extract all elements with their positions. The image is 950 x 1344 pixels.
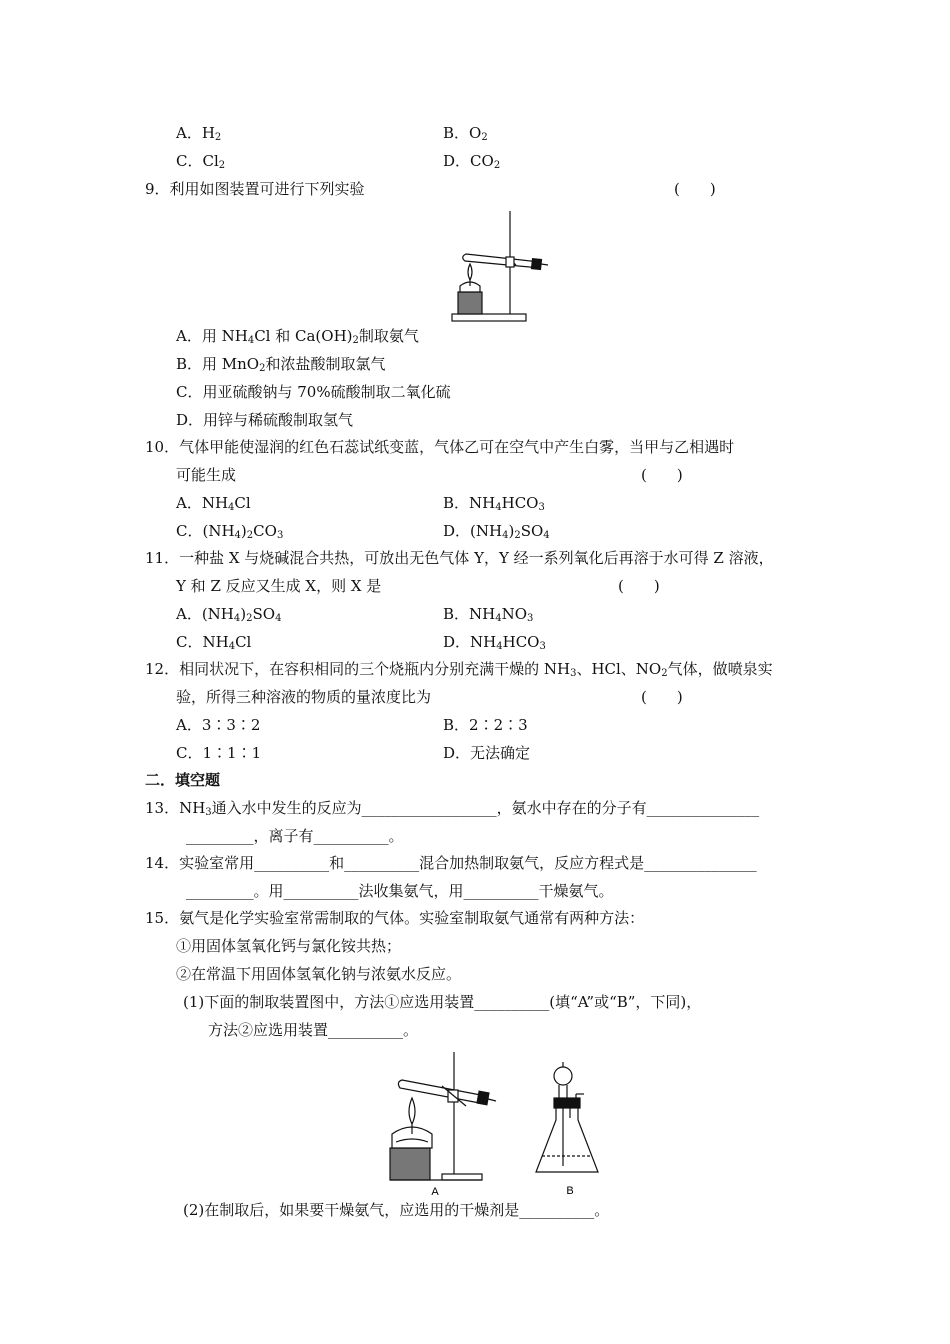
q10-answer-bracket: ( ) <box>641 466 683 484</box>
q10-option-d: D．$(NH_4)_2SO_4$ <box>443 522 550 541</box>
q12-answer-bracket: ( ) <box>641 688 683 706</box>
q12-stem-line1: 12．相同状况下，在容积相同的三个烧瓶内分别充满干燥的 $NH_3$、HCl、$NO_2$气体，做喷泉实 <box>145 660 773 679</box>
q12-stem-line2: 验，所得三种溶液的物质的量浓度比为 <box>176 688 432 706</box>
q8-option-a: A．$H_2$ <box>176 124 222 143</box>
apparatus-b-label: B <box>566 1185 574 1197</box>
q10-option-c: C．$(NH_4)_2CO_3$ <box>176 522 284 541</box>
q11-stem-line2: Y 和 Z 反应又生成 X，则 X 是 <box>176 577 382 595</box>
q8-option-b: B．$O_2$ <box>443 124 488 143</box>
q11-stem-line1: 11．一种盐 X 与烧碱混合共热，可放出无色气体 Y，Y 经一系列氧化后再溶于水可得 Z 溶液， <box>145 549 774 567</box>
q8-option-d: D．$CO_2$ <box>443 152 501 171</box>
q11-option-a: A．$(NH_4)_2SO_4$ <box>176 605 282 624</box>
q15-part2: (2)在制取后，如果要干燥氨气，应选用的干燥剂是__________。 <box>183 1201 610 1219</box>
apparatus-a-label: A <box>431 1186 439 1198</box>
q9-option-b: B．用 MnO$_2$和浓盐酸制取氯气 <box>176 355 386 374</box>
q14-line1: 14．实验室常用__________和__________混合加热制取氨气，反应方程式是_______________ <box>145 854 757 872</box>
q10-option-b: B．$NH_4HCO_3$ <box>443 494 545 513</box>
q10-stem-line2: 可能生成 <box>176 466 237 484</box>
q9-option-d: D．用锌与稀硫酸制取氢气 <box>176 411 354 429</box>
q12-option-d: D．无法确定 <box>443 744 531 762</box>
q15-part1-line2: 方法②应选用装置__________。 <box>208 1021 419 1039</box>
q9-apparatus-figure <box>440 208 550 326</box>
q15-stem: 15．氨气是化学实验室常需制取的气体。实验室制取氨气通常有两种方法： <box>145 909 645 927</box>
q9-answer-bracket: ( ) <box>674 180 716 198</box>
q14-line2: _________。用__________法收集氨气，用__________干燥氨气。 <box>186 882 614 900</box>
q13-line2: _________，离子有__________。 <box>186 827 404 845</box>
q13-line1: 13．$NH_3$通入水中发生的反应为__________________，氨水中存在的分子有_______________ <box>145 799 760 818</box>
q15-apparatus-b-figure <box>532 1058 610 1198</box>
q11-answer-bracket: ( ) <box>618 577 660 595</box>
q12-option-a: A．3∶3∶2 <box>176 716 261 734</box>
q9-option-c: C．用亚硫酸钠与 70%硫酸制取二氧化硫 <box>176 383 451 401</box>
q10-stem-line1: 10．气体甲能使湿润的红色石蕊试纸变蓝，气体乙可在空气中产生白雾，当甲与乙相遇时 <box>145 438 735 456</box>
q9-option-a: A．用 $NH_4Cl$ 和 $Ca(OH)_2$制取氨气 <box>176 327 419 346</box>
q15-apparatus-a-figure <box>382 1050 498 1198</box>
q15-method-1: ①用固体氢氧化钙与氯化铵共热； <box>176 937 402 955</box>
q15-method-2: ②在常温下用固体氢氧化钠与浓氨水反应。 <box>176 965 462 983</box>
q9-stem: 9．利用如图装置可进行下列实验 <box>145 180 365 198</box>
q12-option-c: C．1∶1∶1 <box>176 744 262 762</box>
q8-option-c: C．$Cl_2$ <box>176 152 226 171</box>
q10-option-a: A．$NH_4Cl$ <box>176 494 251 513</box>
q11-option-d: D．$NH_4HCO_3$ <box>443 633 546 652</box>
q11-option-c: C．$NH_4Cl$ <box>176 633 252 652</box>
q15-part1-line1: (1)下面的制取装置图中，方法①应选用装置__________(填“A”或“B”，下同)， <box>183 993 702 1011</box>
q11-option-b: B．$NH_4NO_3$ <box>443 605 534 624</box>
section-heading: 二．填空题 <box>145 771 221 789</box>
q12-option-b: B．2∶2∶3 <box>443 716 528 734</box>
